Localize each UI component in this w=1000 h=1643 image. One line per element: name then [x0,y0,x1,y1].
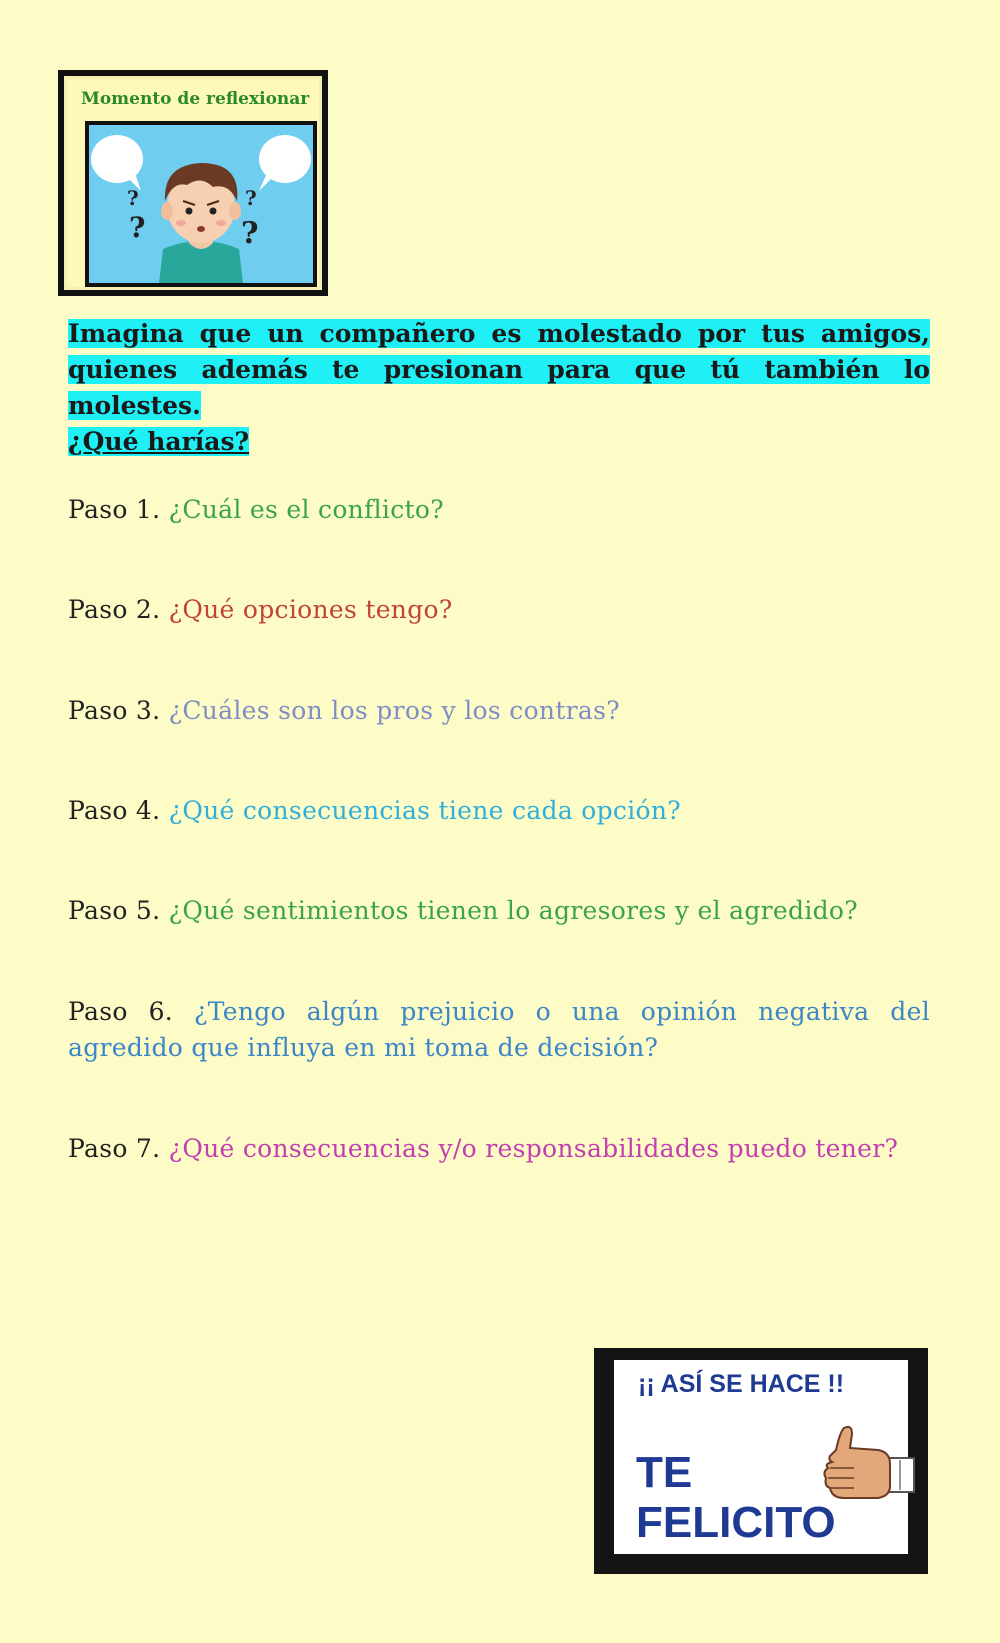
svg-text:?: ? [241,216,259,251]
step-label: Paso 5. [68,896,161,925]
step-1 [68,492,930,528]
reflection-card-title: Momento de reflexionar [81,89,310,109]
reflection-question [68,316,930,460]
svg-text:?: ? [245,186,257,210]
step-label: Paso 1. [68,495,161,524]
badge-line-2: FELICITO [636,1498,836,1547]
question-prompt: ¿Qué harías? [68,427,250,456]
badge-exclamation: ¡¡ ASÍ SE HACE !! [638,1370,845,1398]
step-question: ¿Cuáles son los pros y los contras? [168,696,620,725]
step-7 [68,1131,930,1167]
step-question: ¿Cuál es el conflicto? [168,495,444,524]
step-question: ¿Qué consecuencias tiene cada opción? [168,796,681,825]
reflection-card [58,70,328,296]
step-label: Paso 7. [68,1134,161,1163]
step-question: ¿Qué opciones tengo? [168,595,453,624]
svg-text:?: ? [127,186,139,210]
badge-line-1: TE [636,1448,693,1497]
step-2 [68,592,930,628]
thinking-boy-illustration [85,121,317,287]
congrats-badge [594,1348,928,1574]
step-label: Paso 4. [68,796,161,825]
step-6 [68,994,930,1066]
congrats-badge-inner [614,1360,908,1554]
step-question: ¿Qué consecuencias y/o responsabilidades puedo tener? [168,1134,899,1163]
question-scenario: Imagina que un compañero es molestado por tus amigos, quienes además te presionan para que tú también lo molestes. [68,319,930,420]
thumbs-up-icon [814,1420,918,1510]
step-question: ¿Qué sentimientos tienen lo agresores y el agredido? [168,896,858,925]
step-4 [68,793,930,829]
thinking-boy-icon [89,125,313,283]
reflection-card-inner [64,76,322,290]
step-label: Paso 3. [68,696,161,725]
svg-text:?: ? [129,211,146,244]
step-5 [68,893,930,929]
step-question: ¿Tengo algún prejuicio o una opinión negativa del agredido que influya en mi toma de decisión? [68,997,930,1062]
step-3 [68,693,930,729]
step-label: Paso 2. [68,595,161,624]
step-label: Paso 6. [68,997,174,1026]
